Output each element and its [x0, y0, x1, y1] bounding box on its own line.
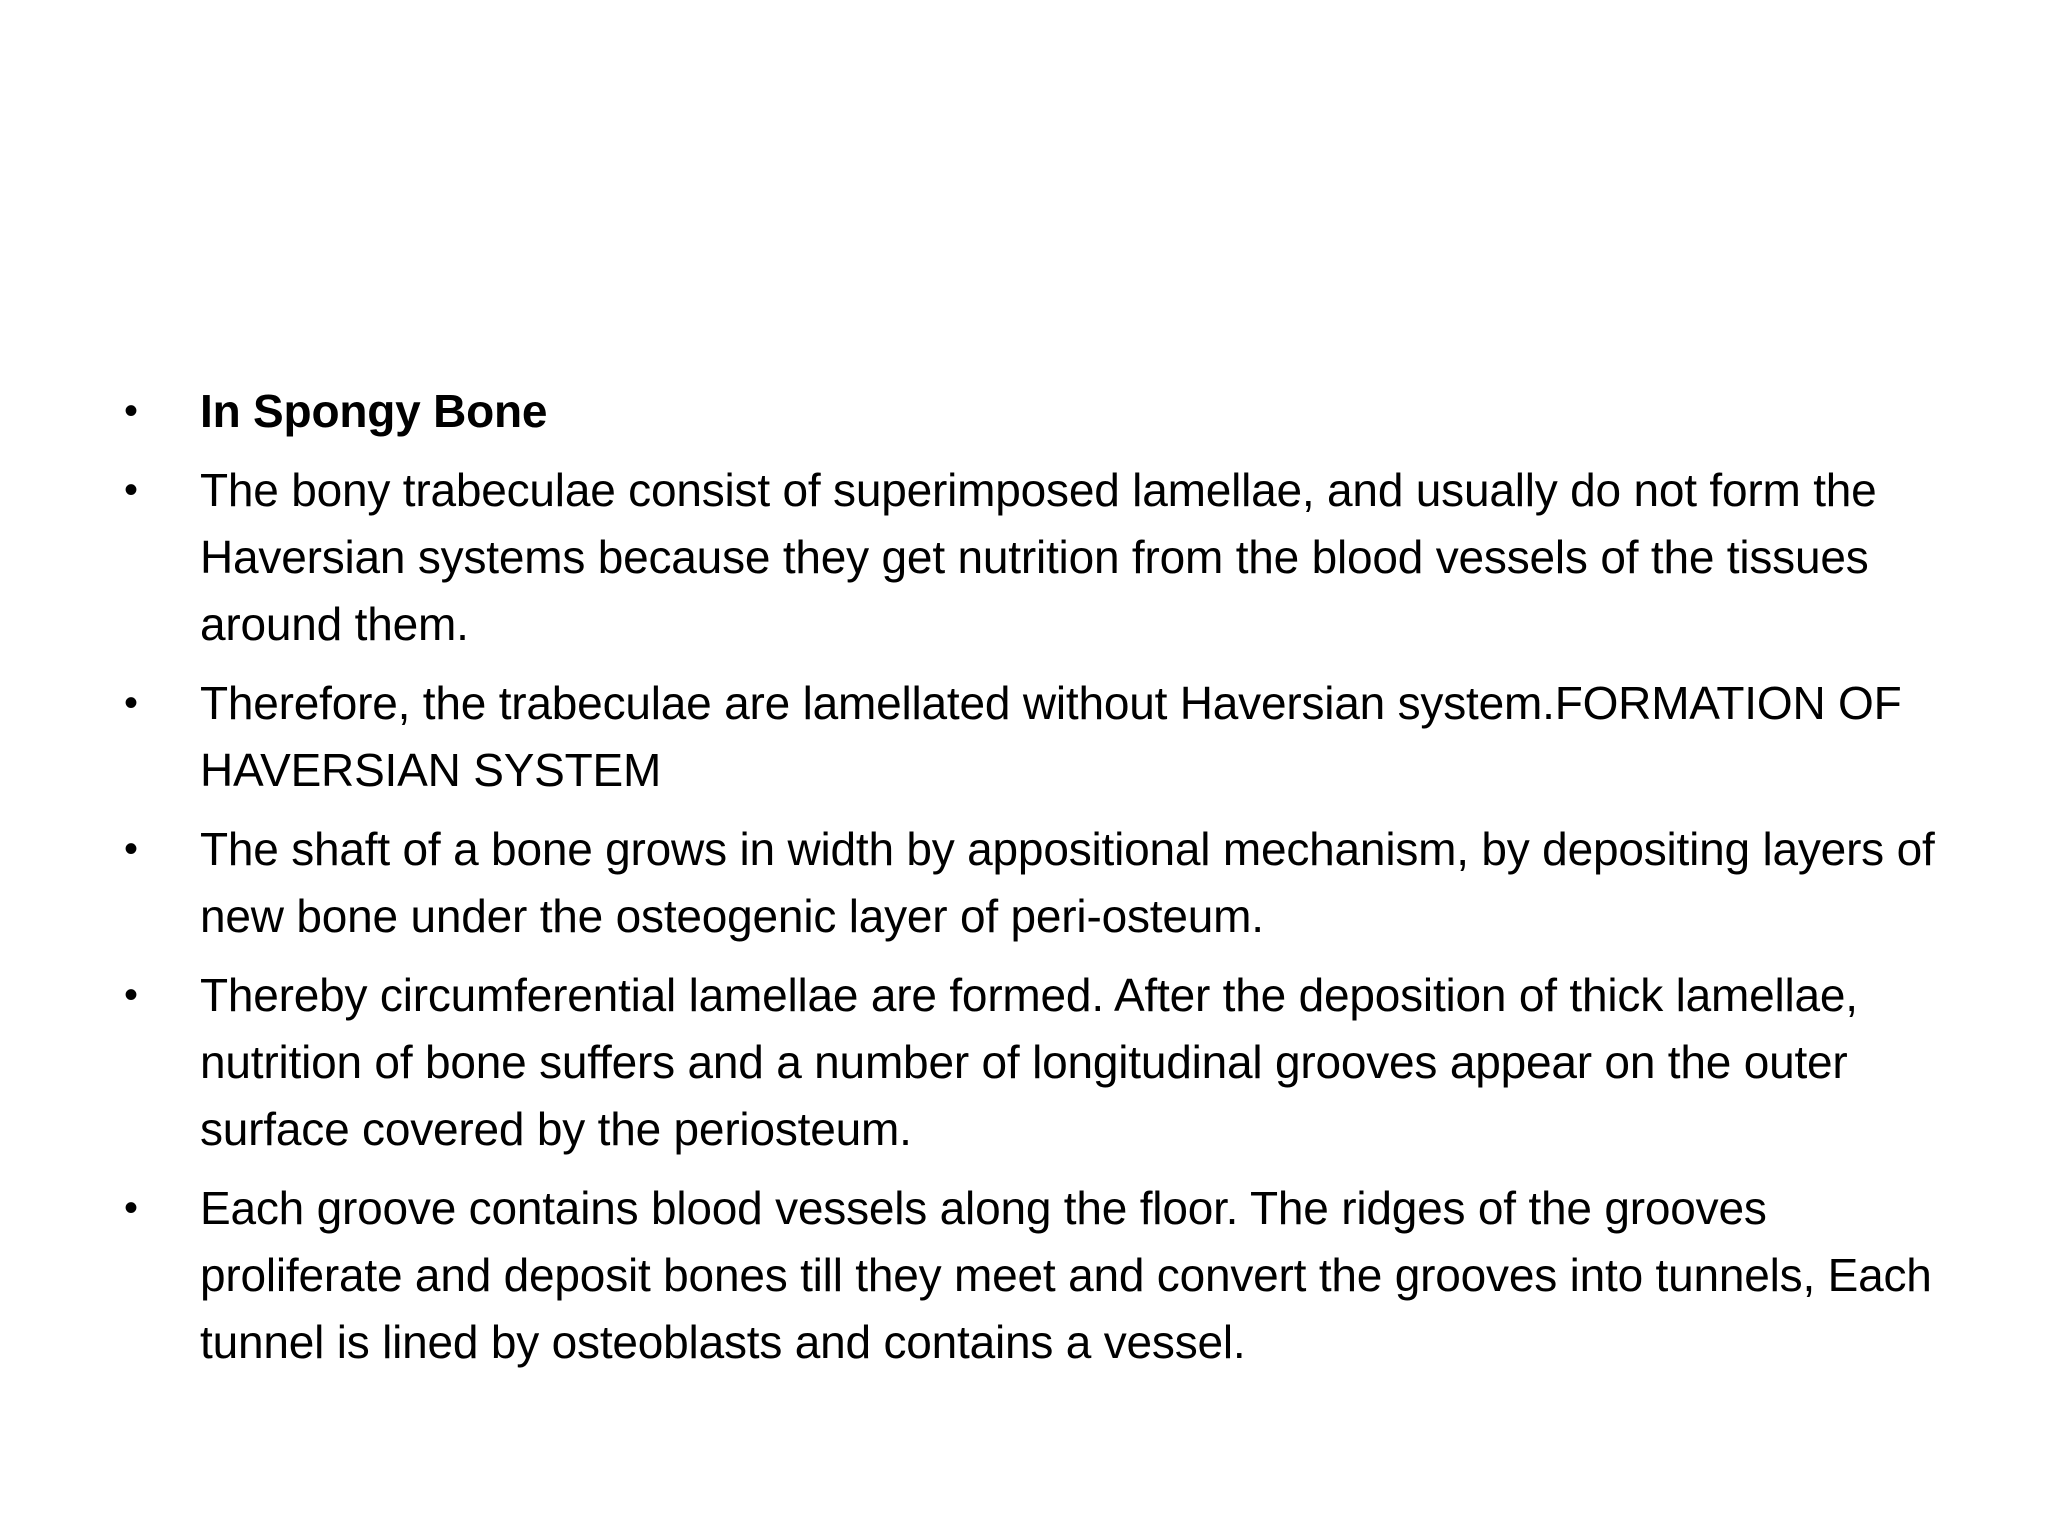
- bullet-item: [120, 1175, 1950, 1376]
- slide-content: [120, 378, 1950, 1388]
- bullet-text: The shaft of a bone grows in width by appositional mechanism, by depositing layers of new bone under the osteogenic layer of peri-osteum.: [200, 823, 1935, 942]
- bullet-icon: •: [124, 681, 138, 725]
- bullet-text: In Spongy Bone: [200, 385, 548, 437]
- bullet-icon: •: [124, 973, 138, 1017]
- bullet-item: [120, 457, 1950, 658]
- bullet-item: [120, 816, 1950, 950]
- bullet-icon: •: [124, 827, 138, 871]
- bullet-icon: •: [124, 468, 138, 512]
- bullet-icon: •: [124, 1186, 138, 1230]
- bullet-text: Each groove contains blood vessels along the floor. The ridges of the grooves proliferate and deposit bones till they meet and convert the grooves into tunnels, Each tunnel is lined by osteoblasts and contains a vessel.: [200, 1182, 1932, 1368]
- bullet-item: [120, 962, 1950, 1163]
- bullet-list: [120, 378, 1950, 1376]
- bullet-icon: •: [124, 389, 138, 433]
- bullet-text: Therefore, the trabeculae are lamellated without Haversian system.FORMATION OF HAVERSIAN SYSTEM: [200, 677, 1902, 796]
- bullet-text: The bony trabeculae consist of superimposed lamellae, and usually do not form the Haversian systems because they get nutrition from the blood vessels of the tissues around them.: [200, 464, 1877, 650]
- bullet-item: [120, 670, 1950, 804]
- bullet-text: Thereby circumferential lamellae are formed. After the deposition of thick lamellae, nutrition of bone suffers and a number of longitudinal grooves appear on the outer surface covered by the periosteum.: [200, 969, 1858, 1155]
- bullet-item-heading: [120, 378, 1950, 445]
